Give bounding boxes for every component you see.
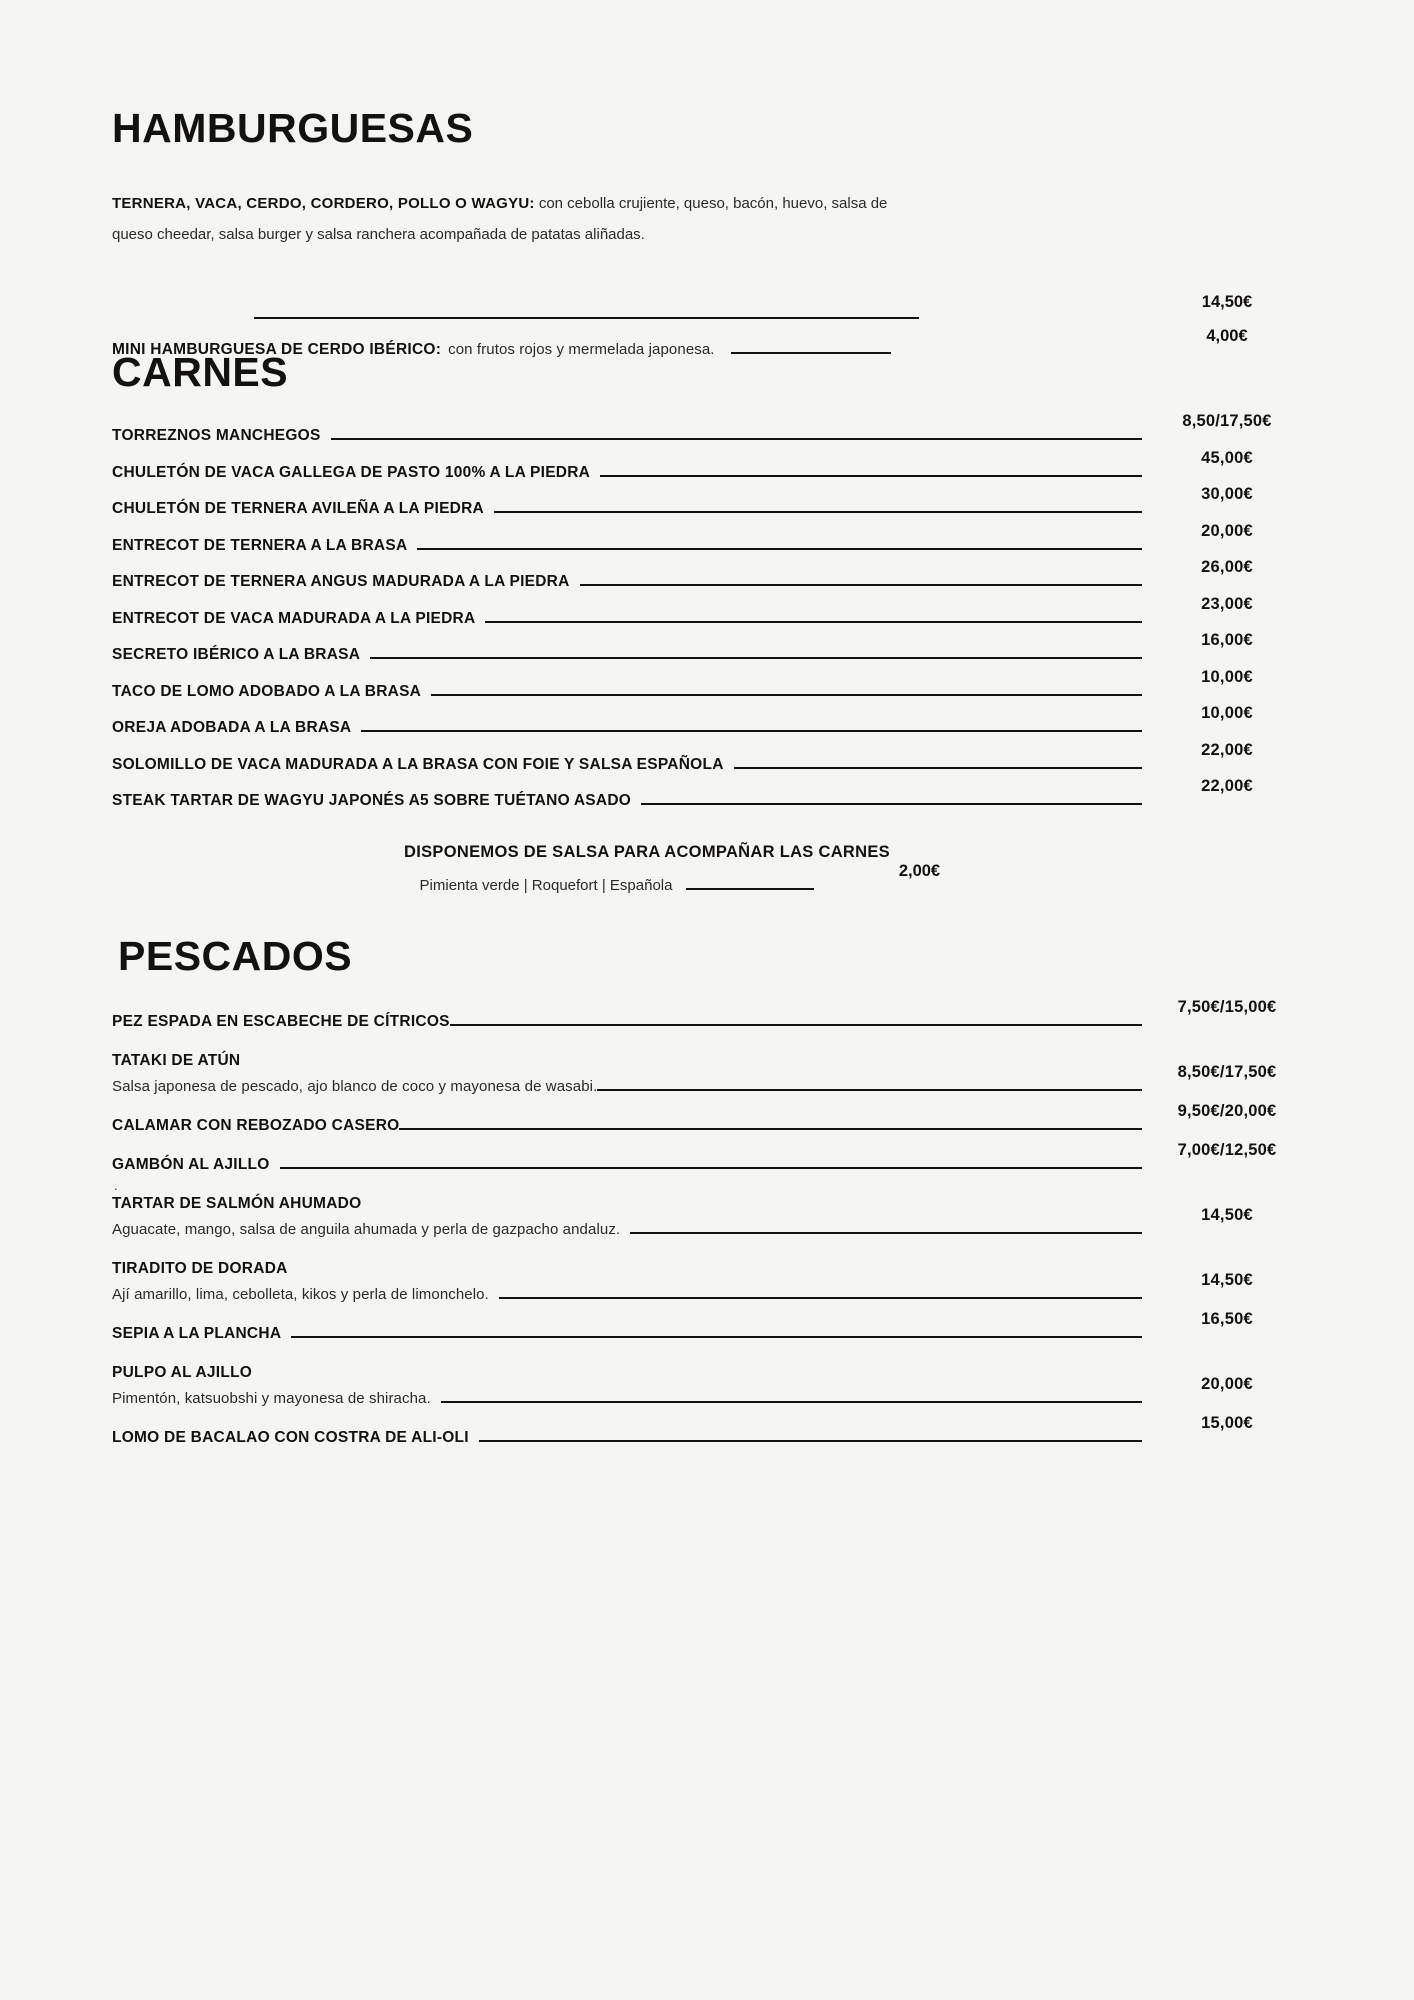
item-price: 8,50/17,50€: [1182, 412, 1272, 430]
item-price: 8,50€/17,50€: [1177, 1063, 1277, 1081]
leader-line: [600, 475, 1142, 477]
leader-line: [494, 511, 1142, 513]
menu-item-row: [112, 998, 1302, 1032]
item-price: 10,00€: [1201, 667, 1253, 686]
item-name: PULPO AL AJILLO: [112, 1364, 253, 1381]
menu-item-row: [112, 631, 1302, 665]
item-name: TORREZNOS MANCHEGOS: [112, 427, 321, 444]
menu-item-row: [112, 485, 1302, 519]
menu-item-row: [112, 1195, 1302, 1240]
item-price: 7,00€/12,50€: [1177, 1141, 1277, 1159]
section-pescados: [112, 933, 1302, 1468]
item-name: MINI HAMBURGUESA DE CERDO IBÉRICO:: [112, 341, 442, 358]
leader-line: [370, 657, 1142, 659]
item-price: 14,50€: [1201, 1206, 1253, 1224]
leader-line: [734, 767, 1142, 769]
leader-line: [485, 621, 1142, 623]
menu-item-row: [112, 558, 1302, 592]
menu-item-burger-mixta: [112, 189, 922, 251]
item-price: 10,00€: [1201, 704, 1253, 722]
item-name: GAMBÓN AL AJILLO: [112, 1156, 270, 1173]
leader-line: [641, 803, 1142, 805]
sauces-row: [112, 862, 1302, 895]
item-name: SEPIA A LA PLANCHA: [112, 1325, 282, 1342]
carnes-items: [112, 412, 1302, 811]
leader-line: [630, 1232, 1142, 1234]
item-price: 9,50€/20,00€: [1177, 1102, 1277, 1120]
item-name: TATAKI DE ATÚN: [112, 1052, 241, 1069]
item-price: 22,00€: [1201, 740, 1253, 759]
menu-item-row: [112, 740, 1302, 775]
item-name: TACO DE LOMO ADOBADO A LA BRASA: [112, 682, 422, 700]
item-description: Salsa japonesa de pescado, ajo blanco de coco y mayonesa de wasabi.: [112, 1078, 598, 1095]
stray-mark: .: [114, 1178, 118, 1193]
item-price: 30,00€: [1201, 485, 1253, 503]
menu-item-row: [112, 594, 1302, 629]
item-name: TIRADITO DE DORADA: [112, 1260, 288, 1277]
item-name: SECRETO IBÉRICO A LA BRASA: [112, 646, 361, 663]
leader-line: [479, 1440, 1142, 1442]
item-price: 20,00€: [1201, 1375, 1253, 1393]
item-name: LOMO DE BACALAO CON COSTRA DE ALI-OLI: [112, 1429, 469, 1446]
leader-line: [499, 1297, 1142, 1299]
item-description: Aguacate, mango, salsa de anguila ahumada y perla de gazpacho andaluz.: [112, 1221, 621, 1238]
menu-item-row: [112, 1052, 1302, 1097]
pescados-items: [112, 998, 1302, 1448]
item-description: con cebolla crujiente, queso, bacón, huevo, salsa de queso cheedar, salsa burger y salsa ranchera acompañada de patatas aliñadas.: [112, 195, 888, 243]
item-name: ENTRECOT DE TERNERA ANGUS MADURADA A LA PIEDRA: [112, 573, 570, 590]
item-price: 26,00€: [1201, 558, 1253, 576]
menu-item-row: [112, 667, 1302, 702]
leader-line: [450, 1024, 1142, 1026]
menu-item-row: [112, 1414, 1302, 1448]
item-price: 20,00€: [1201, 521, 1253, 540]
section-title-pescados: PESCADOS: [118, 933, 353, 979]
leader-line: [417, 548, 1142, 550]
section-title-hamburguesas: HAMBURGUESAS: [112, 105, 474, 151]
sauces-heading: DISPONEMOS DE SALSA PARA ACOMPAÑAR LAS CARNES: [404, 843, 890, 861]
section-hamburguesas: [112, 105, 1302, 358]
leader-line: [686, 888, 814, 890]
item-name: PEZ ESPADA EN ESCABECHE DE CÍTRICOS: [112, 1013, 450, 1030]
menu-item-row: [112, 777, 1302, 811]
leader-line: [597, 1089, 1142, 1091]
item-name: CHULETÓN DE VACA GALLEGA DE PASTO 100% A LA PIEDRA: [112, 463, 591, 481]
item-price: 14,50€: [1201, 1271, 1253, 1289]
item-price: 16,50€: [1201, 1310, 1253, 1328]
menu-item-row: [112, 1141, 1302, 1193]
item-name: CALAMAR CON REBOZADO CASERO: [112, 1117, 400, 1134]
menu-item-row: [112, 412, 1302, 446]
leader-line: [361, 730, 1142, 732]
menu-item-row: [112, 448, 1302, 483]
leader-line: [431, 694, 1142, 696]
menu-item-row: [112, 1102, 1302, 1136]
item-description: con frutos rojos y mermelada japonesa.: [448, 341, 715, 358]
item-price: 14,50€: [1201, 293, 1253, 311]
leader-line: [254, 317, 919, 319]
leader-line: [441, 1401, 1142, 1403]
leader-line: [331, 438, 1142, 440]
sauces-block: [112, 843, 1302, 895]
item-name: OREJA ADOBADA A LA BRASA: [112, 719, 352, 736]
item-name: ENTRECOT DE TERNERA A LA BRASA: [112, 536, 408, 554]
menu-item-row: [112, 1364, 1302, 1409]
menu-item-row: [112, 521, 1302, 556]
item-name: ENTRECOT DE VACA MADURADA A LA PIEDRA: [112, 609, 476, 627]
item-name: STEAK TARTAR DE WAGYU JAPONÉS A5 SOBRE TUÉTANO ASADO: [112, 792, 632, 809]
item-price: 4,00€: [1206, 327, 1248, 345]
section-title-carnes: CARNES: [112, 349, 289, 395]
item-name: CHULETÓN DE TERNERA AVILEÑA A LA PIEDRA: [112, 500, 484, 517]
menu-item-row: [112, 704, 1302, 738]
item-description: Ají amarillo, lima, cebolleta, kikos y perla de limonchelo.: [112, 1286, 489, 1303]
item-price: 16,00€: [1201, 631, 1253, 649]
menu-item-row: [112, 1260, 1302, 1305]
leader-line: [580, 584, 1142, 586]
leader-line: [291, 1336, 1142, 1338]
item-price: 45,00€: [1201, 448, 1253, 467]
item-name: SOLOMILLO DE VACA MADURADA A LA BRASA CON FOIE Y SALSA ESPAÑOLA: [112, 755, 724, 773]
item-name: TERNERA, VACA, CERDO, CORDERO, POLLO O WAGYU:: [112, 195, 535, 212]
menu-item-row: [112, 1310, 1302, 1344]
item-price: 22,00€: [1201, 777, 1253, 795]
item-price: 15,00€: [1201, 1414, 1253, 1432]
item-name: TARTAR DE SALMÓN AHUMADO: [112, 1195, 362, 1212]
sauces-options: Pimienta verde | Roquefort | Española: [419, 877, 673, 894]
item-price: 7,50€/15,00€: [1177, 998, 1277, 1016]
item-price: 23,00€: [1201, 594, 1253, 613]
item-description: Pimentón, katsuobshi y mayonesa de shiracha.: [112, 1390, 431, 1407]
leader-line: [280, 1167, 1142, 1169]
hamburguesas-items: [112, 189, 1302, 358]
sauces-price: 2,00€: [898, 862, 941, 880]
leader-line: [399, 1128, 1142, 1130]
